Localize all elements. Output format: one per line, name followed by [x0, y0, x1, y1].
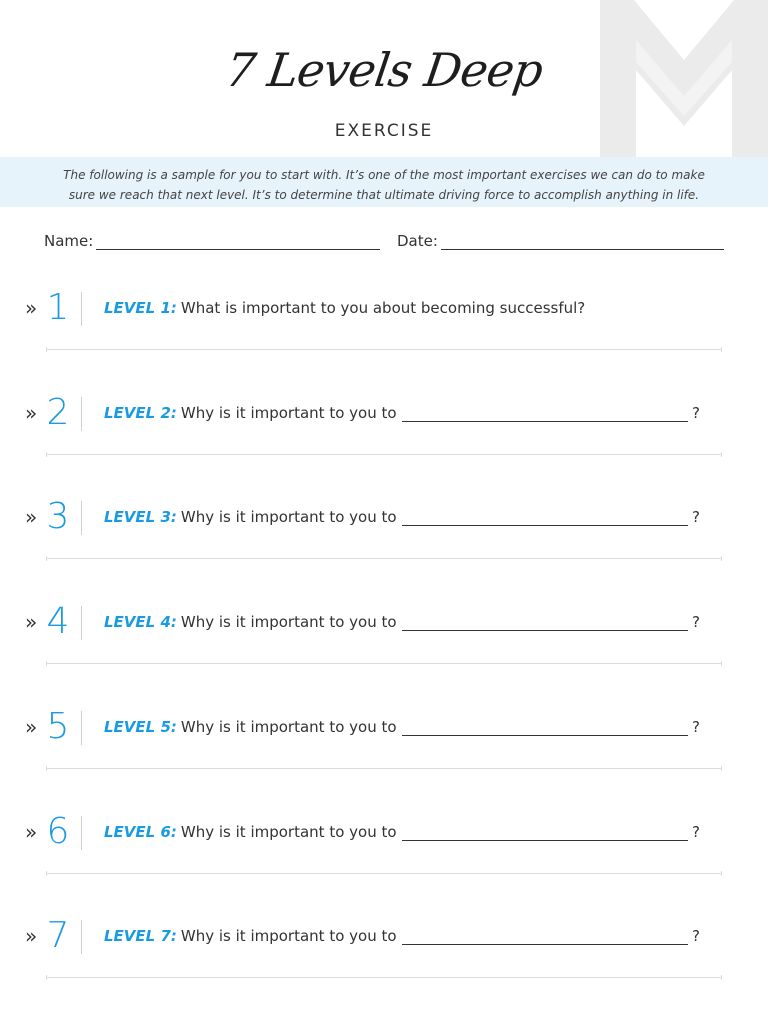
double-chevron-right-icon: » — [25, 401, 38, 425]
level-question-text: Why is it important to you to — [180, 508, 397, 526]
answer-line[interactable] — [46, 558, 722, 559]
question-mark: ? — [692, 404, 700, 422]
question-mark: ? — [692, 508, 700, 526]
vertical-divider — [81, 606, 82, 640]
level-question-text: Why is it important to you to — [180, 404, 397, 422]
level-question-text: What is important to you about becoming successful? — [180, 299, 586, 317]
name-label: Name: — [44, 232, 94, 250]
vertical-divider — [81, 397, 82, 431]
answer-line[interactable] — [46, 768, 722, 769]
double-chevron-right-icon: » — [25, 924, 38, 948]
level-question — [104, 822, 397, 842]
answer-blank[interactable] — [402, 509, 688, 526]
level-question-text: Why is it important to you to — [180, 613, 397, 631]
double-chevron-right-icon: » — [25, 715, 38, 739]
question-mark: ? — [692, 823, 700, 841]
level-number: 5 — [46, 706, 70, 747]
vertical-divider — [81, 292, 82, 326]
level-row — [0, 811, 768, 918]
vertical-divider — [81, 501, 82, 535]
double-chevron-right-icon: » — [25, 820, 38, 844]
level-question — [104, 926, 397, 946]
intro-line-1: The following is a sample for you to start with. It’s one of the most important exercises we can do to make — [63, 168, 705, 182]
name-input-line[interactable] — [96, 233, 380, 250]
level-number: 2 — [46, 392, 70, 433]
level-label: LEVEL 6: — [104, 823, 177, 841]
answer-blank[interactable] — [402, 928, 688, 945]
double-chevron-right-icon: » — [25, 296, 38, 320]
date-input-line[interactable] — [441, 233, 724, 250]
answer-blank[interactable] — [402, 719, 688, 736]
level-question — [104, 717, 397, 737]
level-label: LEVEL 1: — [104, 299, 177, 317]
answer-blank[interactable] — [402, 614, 688, 631]
level-row — [0, 915, 768, 1022]
level-question — [104, 298, 585, 318]
level-question-text: Why is it important to you to — [180, 718, 397, 736]
vertical-divider — [81, 711, 82, 745]
level-row — [0, 392, 768, 499]
level-number: 7 — [46, 915, 70, 956]
level-label: LEVEL 7: — [104, 927, 177, 945]
level-row — [0, 706, 768, 813]
level-row — [0, 496, 768, 603]
level-label: LEVEL 3: — [104, 508, 177, 526]
page-title: 7 Levels Deep — [222, 43, 546, 97]
level-row — [0, 601, 768, 708]
intro-band — [0, 157, 768, 207]
intro-line-2: sure we reach that next level. It’s to determine that ultimate driving force to accomplish anything in life. — [68, 188, 700, 202]
answer-line[interactable] — [46, 349, 722, 350]
level-label: LEVEL 4: — [104, 613, 177, 631]
question-mark: ? — [692, 927, 700, 945]
question-mark: ? — [692, 613, 700, 631]
answer-blank[interactable] — [402, 405, 688, 422]
level-number: 4 — [46, 601, 70, 642]
intro-text — [40, 165, 728, 205]
level-question-text: Why is it important to you to — [180, 927, 397, 945]
date-field[interactable] — [397, 232, 724, 250]
answer-line[interactable] — [46, 663, 722, 664]
answer-line[interactable] — [46, 873, 722, 874]
name-field[interactable] — [44, 232, 380, 250]
answer-blank[interactable] — [402, 824, 688, 841]
level-question — [104, 612, 397, 632]
level-number: 1 — [46, 287, 70, 328]
page-subtitle: EXERCISE — [334, 121, 434, 141]
level-number: 3 — [46, 496, 70, 537]
answer-line[interactable] — [46, 977, 722, 978]
date-label: Date: — [397, 232, 438, 250]
vertical-divider — [81, 920, 82, 954]
double-chevron-right-icon: » — [25, 505, 38, 529]
level-label: LEVEL 5: — [104, 718, 177, 736]
level-question-text: Why is it important to you to — [180, 823, 397, 841]
level-label: LEVEL 2: — [104, 404, 177, 422]
level-question — [104, 507, 397, 527]
vertical-divider — [81, 816, 82, 850]
level-question — [104, 403, 397, 423]
question-mark: ? — [692, 718, 700, 736]
level-row — [0, 287, 768, 394]
double-chevron-right-icon: » — [25, 610, 38, 634]
answer-line[interactable] — [46, 454, 722, 455]
level-number: 6 — [46, 811, 70, 852]
